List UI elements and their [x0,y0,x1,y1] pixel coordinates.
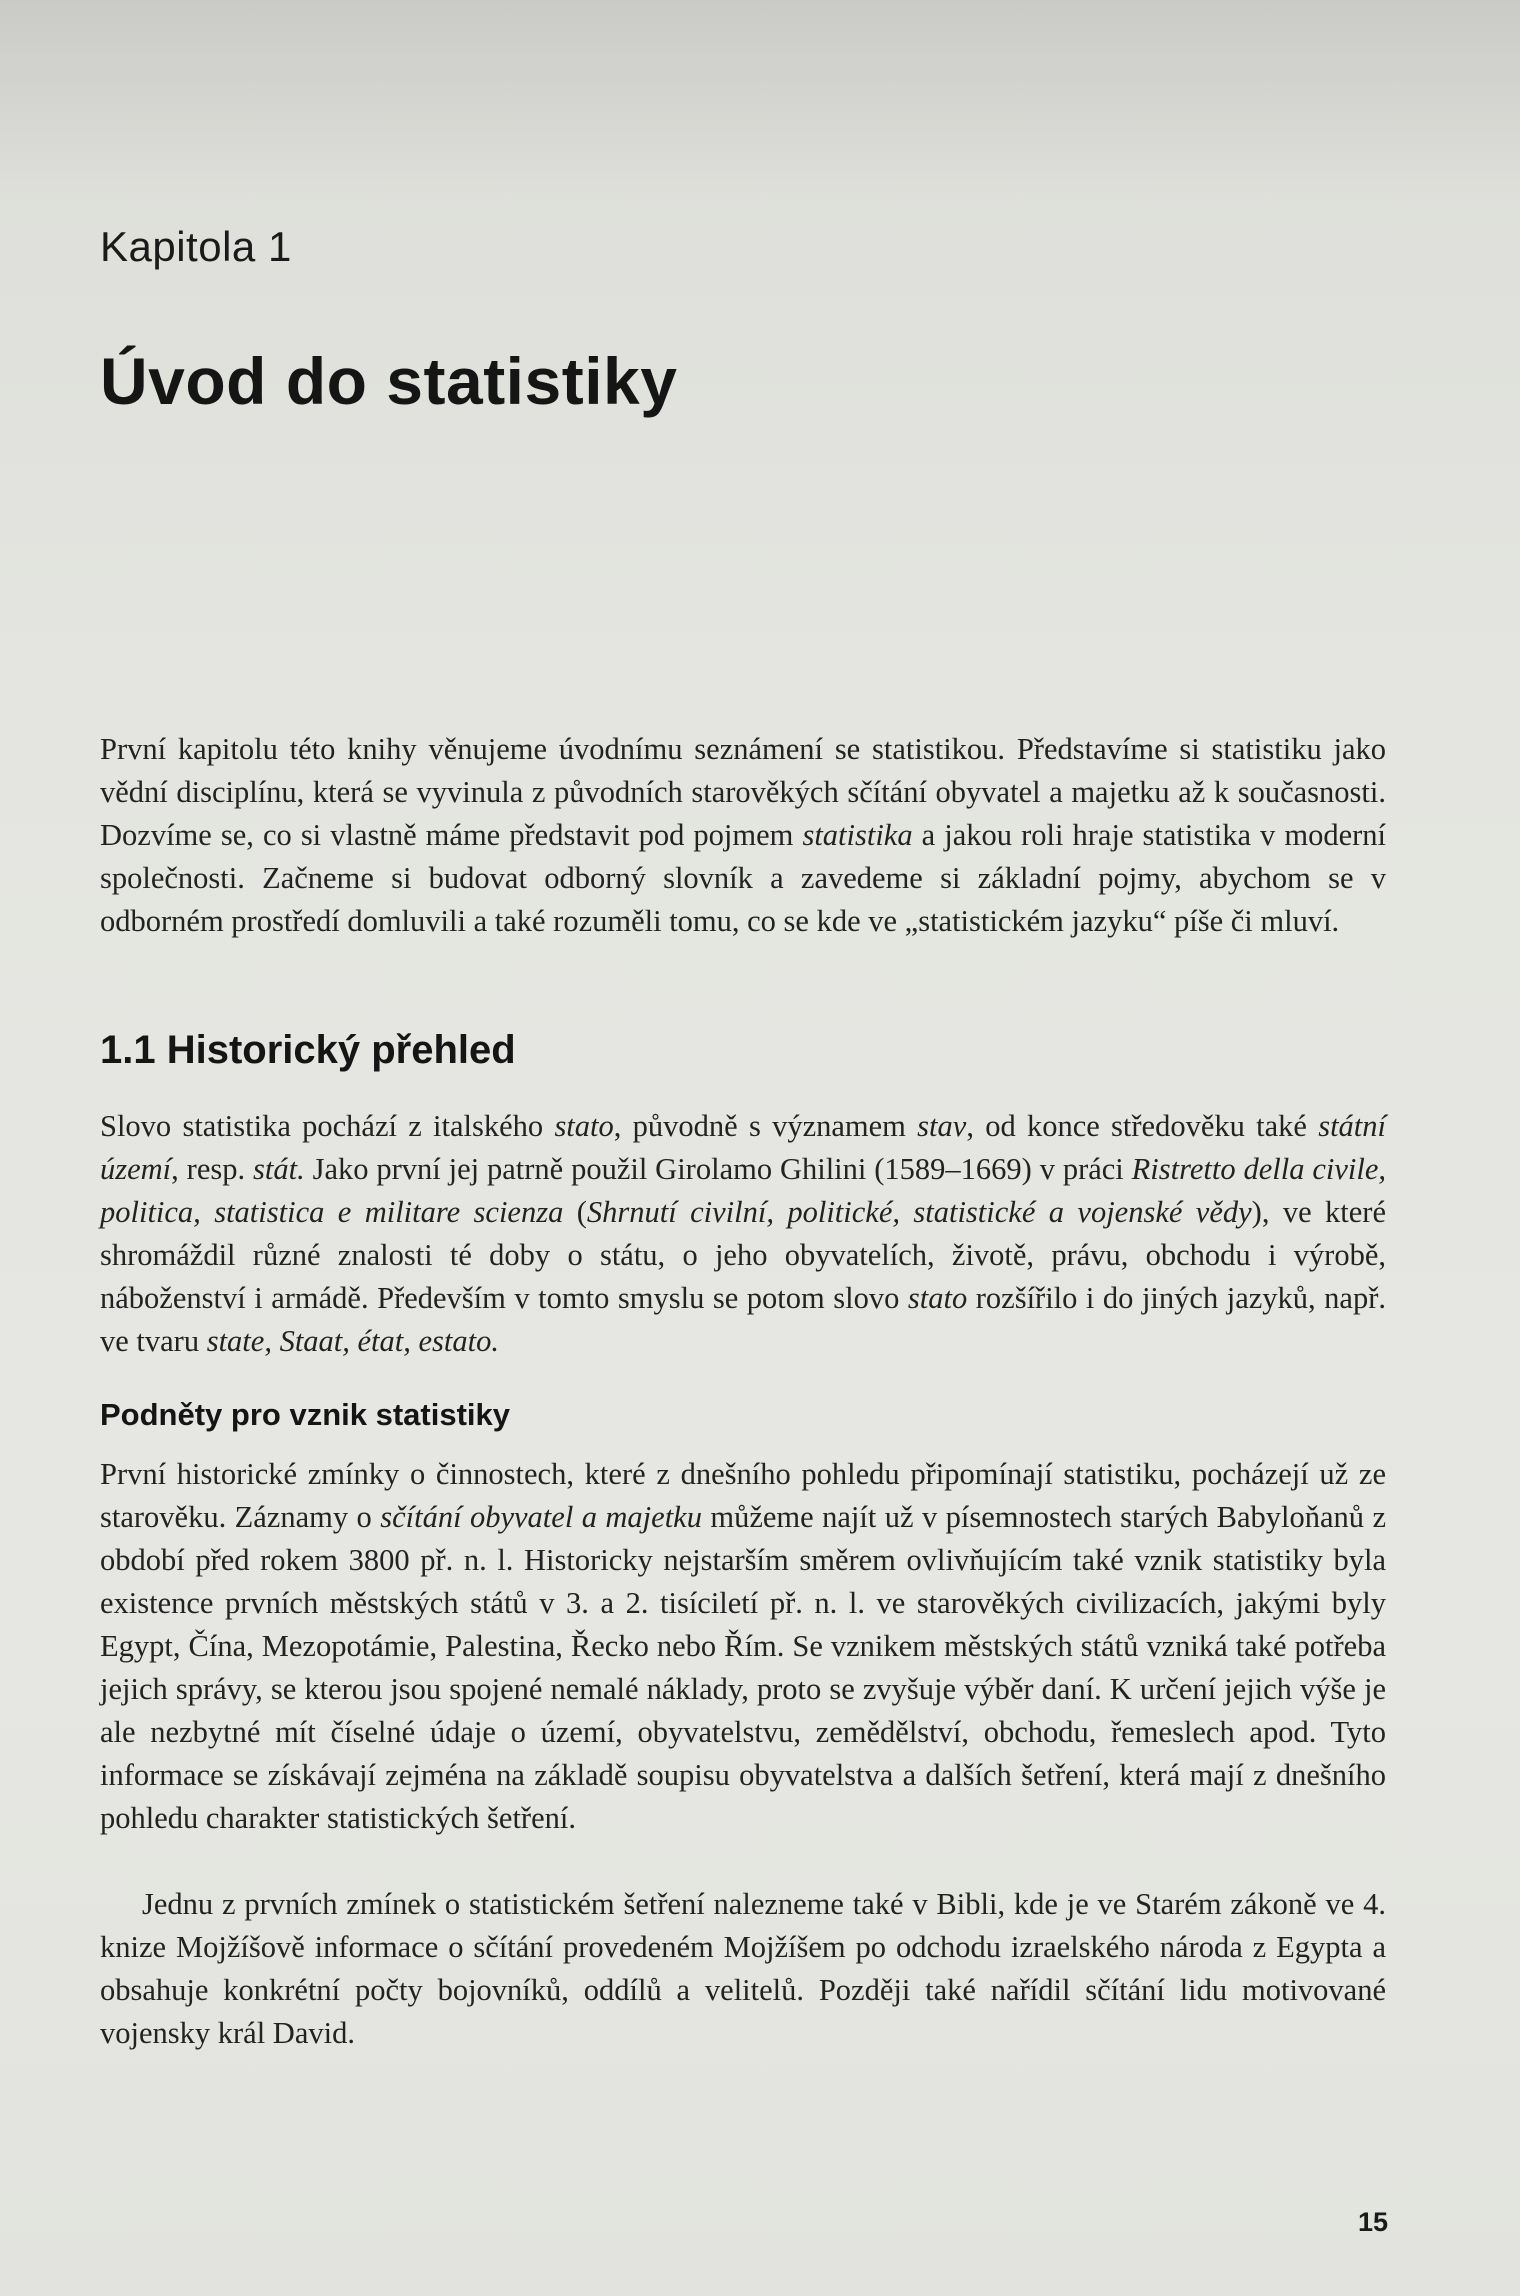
subsection-p1-text-1: První historické zmínky o činnostech, které z dnešního pohledu připomínají statistiku, pocházejí už ze starověku. Záznamy o [100,1457,1386,1534]
history-text-6: ( [563,1195,587,1229]
intro-text-1: První kapitolu této knihy věnujeme úvodnímu seznámení se statistikou. Představíme si statistiku jako vědní disciplínu, která se vyvinula z původních starověkých sčítání obyvatel a majetku až k současnosti. Dozvíme se, co si vlastně máme představit pod pojmem [100,732,1386,852]
subsection-term-scitani: sčítání obyvatel a majetku [380,1500,702,1534]
history-book-title: Ristretto della civile, politica, statistica e militare scienza [100,1152,1386,1229]
subsection-paragraph-2: Jednu z prvních zmínek o statistickém šetření nalezneme také v Bibli, kde je ve Starém zákoně ve 4. knize Mojžíšově informace o sčítání provedeném Mojžíšem po odchodu izraelského národa z Egypta a obsahuje konkrétní počty bojovníků, oddílů a velitelů. Později také nařídil sčítání lidu motivované vojensky král David. [100,1887,1386,2050]
subsection-title: Podněty pro vznik statistiky [100,1397,510,1432]
history-term-stato: stato [554,1109,614,1143]
history-term-stav: stav [917,1109,967,1143]
page-shadow [0,0,1520,200]
chapter-title: Úvod do statistiky [100,344,678,418]
history-text-3: , od konce středověku také [966,1109,1319,1143]
history-text-8: rozšířilo i do jiných jazyků, např. ve tvaru [100,1281,1386,1358]
history-term-variants: state, Staat, état, estato. [206,1324,499,1358]
intro-text-2: a jakou roli hraje statistika v moderní společnosti. Začneme si budovat odborný slovník a zavedeme si základní pojmy, abychom se v odborném prostředí domluvili a také rozuměli tomu, co se kde ve „statistickém jazyku“ píše či mluví. [100,818,1387,938]
page-number: 15 [1357,2207,1388,2237]
history-book-translation: Shrnutí civilní, politické, statistické a vojenské vědy [586,1195,1252,1229]
history-term-stato-2: stato [907,1281,968,1315]
history-text-2: , původně s významem [613,1109,918,1143]
history-text-4: , resp. [171,1152,253,1186]
history-paragraph [100,1105,1386,1363]
history-text-1: Slovo statistika pochází z italského [100,1109,555,1143]
chapter-label: Kapitola 1 [100,223,292,270]
section-title: 1.1 Historický přehled [100,1028,516,1072]
subsection-p1-text-2: můžeme najít už v písemnostech starých Babyloňanů z období před rokem 3800 př. n. l. Historicky nejstarším směrem ovlivňujícím také vznik statistiky byla existence prvních městských států v 3. a 2. tisíciletí př. n. l. ve starověkých civilizacích, jakými byly Egypt, Čína, Mezopotámie, Palestina, Řecko nebo Řím. Se vznikem městských států vzniká také potřeba jejich správy, se kterou jsou spojené nemalé náklady, proto se zvyšuje výběr daní. K určení jejich výše je ale nezbytné mít číselné údaje o území, obyvatelstvu, zemědělství, obchodu, řemeslech apod. Tyto informace se získávají zejména na základě soupisu obyvatelstva a dalších šetření, která mají z dnešního pohledu charakter statistických šetření. [100,1500,1386,1835]
history-term-statni-uzemi: státní území [100,1109,1387,1186]
history-term-stat: stát. [253,1152,305,1186]
intro-term-statistika: statistika [802,818,913,852]
subsection-paragraph-1 [100,1453,1386,1840]
history-text-5: Jako první jej patrně použil Girolamo Ghilini (1589–1669) v práci [304,1152,1132,1186]
intro-paragraph [100,728,1386,943]
history-text-7: ), ve které shromáždil různé znalosti té doby o státu, o jeho obyvatelích, životě, právu, obchodu i výrobě, náboženství i armádě. Především v tomto smyslu se potom slovo [100,1195,1386,1315]
